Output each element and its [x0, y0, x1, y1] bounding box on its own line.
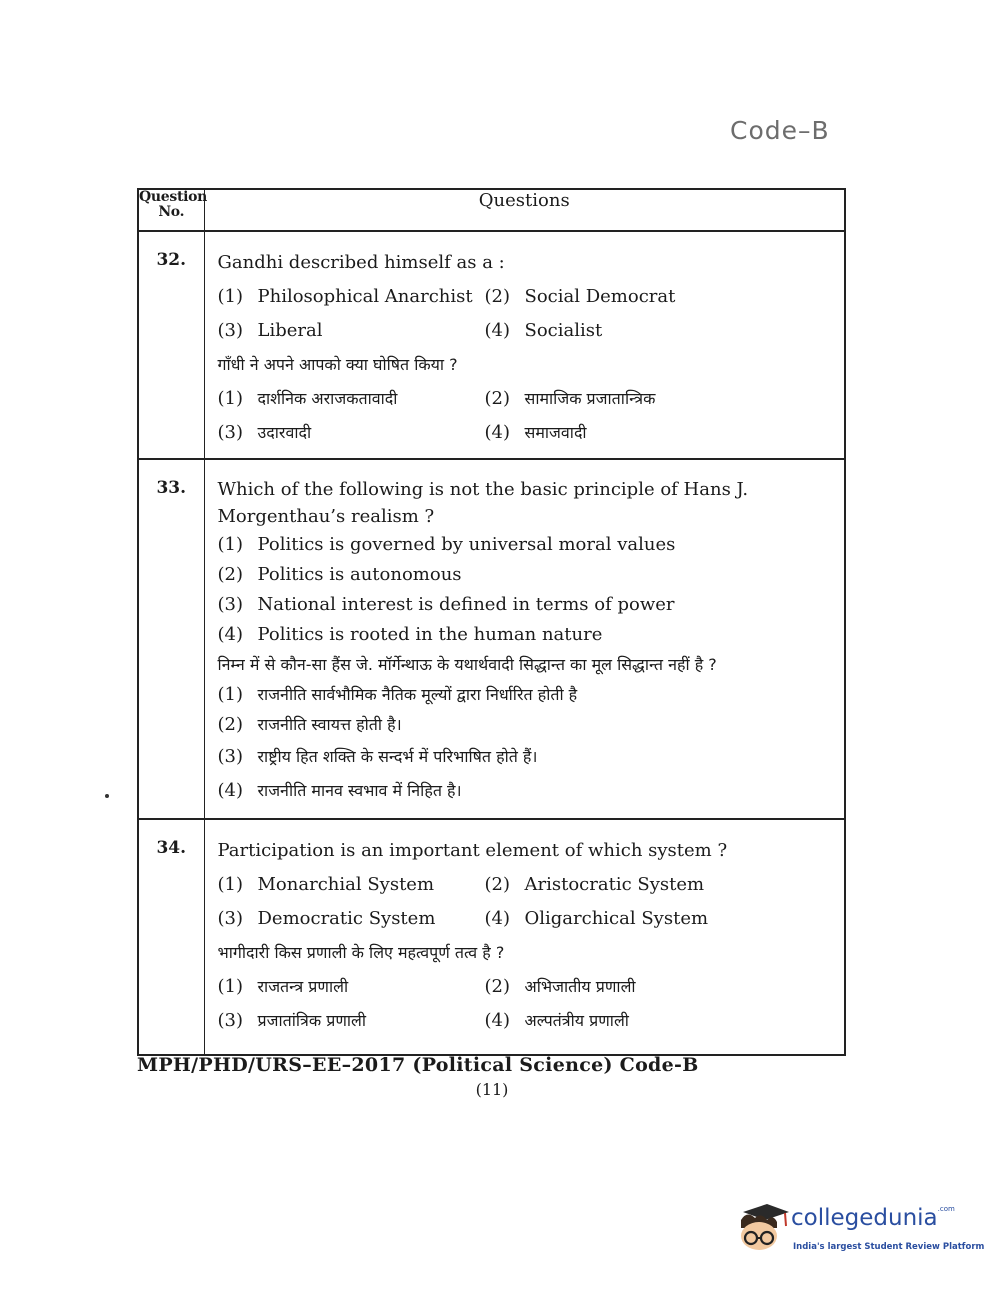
option: (1) Politics is governed by universal moral values	[217, 534, 676, 555]
option-row-hi	[218, 1004, 845, 1038]
question-stem-hi: निम्न में से कौन-सा हैंस जे. मॉर्गेन्थाऊ के यथार्थवादी सिद्धान्त का मूल सिद्धान्त नहीं है ?	[217, 655, 717, 674]
question-stem-en: Which of the following is not the basic principle of Hans J. Morgenthau’s realism ?	[217, 479, 749, 527]
table-header-row	[138, 189, 845, 231]
option: (4) Socialist	[484, 320, 603, 341]
question-body	[204, 459, 845, 819]
option-row	[218, 868, 845, 902]
question-body	[204, 819, 845, 1055]
option: (3) उदारवादी	[217, 422, 312, 443]
scan-speck	[105, 794, 109, 798]
option: (3) Democratic System	[217, 908, 436, 929]
question-row	[138, 231, 845, 459]
option: (4) अल्पतंत्रीय प्रणाली	[484, 1010, 629, 1031]
option: (2) Aristocratic System	[484, 874, 705, 895]
option: (1) Monarchial System	[217, 874, 435, 895]
option-hi: (2) राजनीति स्वायत्त होती है।	[217, 714, 402, 735]
question-row	[138, 819, 845, 1055]
option: (3) National interest is defined in terms of power	[217, 594, 675, 615]
option-hi: (1) राजनीति सार्वभौमिक नैतिक मूल्यों द्वारा निर्धारित होती है	[217, 684, 578, 705]
option: (4) समाजवादी	[484, 422, 587, 443]
option: (3) Liberal	[217, 320, 323, 341]
option-row	[218, 314, 845, 348]
question-number: 33.	[138, 459, 204, 819]
collegedunia-brand	[733, 1198, 985, 1258]
question-body	[204, 231, 845, 459]
question-stem-hi: भागीदारी किस प्रणाली के लिए महत्वपूर्ण तत्व है ?	[217, 943, 505, 962]
option-hi: (3) राष्ट्रीय हित शक्ति के सन्दर्भ में परिभाषित होते हैं।	[217, 746, 538, 767]
option: (1) राजतन्त्र प्रणाली	[217, 976, 349, 997]
option: (1) दार्शनिक अराजकतावादी	[217, 388, 398, 409]
question-number: 34.	[138, 819, 204, 1055]
option-hi: (4) राजनीति मानव स्वभाव में निहित है।	[217, 780, 462, 801]
question-no-header: Question No.	[138, 189, 204, 231]
brand-tagline: India's largest Student Review Platform	[793, 1242, 985, 1252]
questions-header: Questions	[204, 189, 845, 231]
option: (1) Philosophical Anarchist	[217, 286, 473, 307]
option-row	[218, 280, 845, 314]
question-number: 32.	[138, 231, 204, 459]
mascot-icon	[733, 1198, 793, 1254]
question-stem-en: Gandhi described himself as a :	[217, 252, 505, 273]
option: (2) Politics is autonomous	[217, 564, 462, 585]
option: (4) Oligarchical System	[484, 908, 709, 929]
question-stem-en: Participation is an important element of which system ?	[217, 840, 728, 861]
footer-paper-code: MPH/PHD/URS–EE–2017 (Political Science) Code-B	[137, 1054, 699, 1076]
option: (2) Social Democrat	[484, 286, 676, 307]
question-table	[137, 188, 846, 1056]
question-row	[138, 459, 845, 819]
option-row	[218, 902, 845, 936]
option-row-hi	[218, 382, 845, 416]
option: (2) अभिजातीय प्रणाली	[484, 976, 636, 997]
page-number: (11)	[475, 1080, 509, 1099]
option-row-hi	[218, 970, 845, 1004]
brand-name: collegedunia$^{.com}$	[791, 1205, 955, 1231]
option-row-hi	[218, 416, 845, 450]
question-stem-hi: गाँधी ने अपने आपको क्या घोषित किया ?	[217, 355, 458, 374]
option: (2) सामाजिक प्रजातान्त्रिक	[484, 388, 656, 409]
paper-code-label: Code–B	[730, 116, 830, 145]
option: (3) प्रजातांत्रिक प्रणाली	[217, 1010, 367, 1031]
option: (4) Politics is rooted in the human nature	[217, 624, 603, 645]
